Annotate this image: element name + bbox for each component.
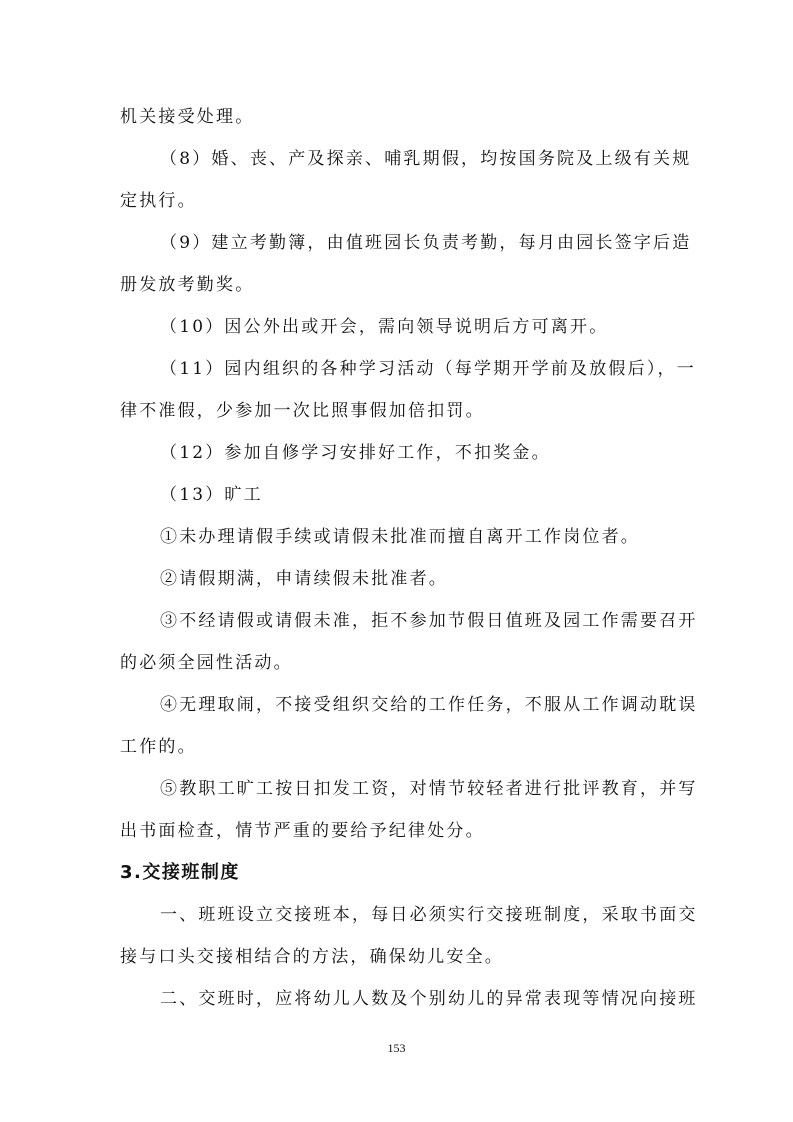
body-line: ②请假期满，申请续假未批准者。 [160, 569, 448, 589]
body-line: 律不准假，少参加一次比照事假加倍扣罚。 [120, 401, 485, 421]
body-line: （13）旷工 [160, 485, 263, 505]
body-line: 二、交班时，应将幼儿人数及个别幼儿的异常表现等情况向接班 [160, 989, 698, 1009]
body-line: （10）因公外出或开会，需向领导说明后方可离开。 [160, 317, 609, 337]
body-line: 册发放考勤奖。 [120, 275, 255, 295]
body-line: （8）婚、丧、产及探亲、哺乳期假，均按国务院及上级有关规 [160, 149, 692, 169]
body-line: 一、班班设立交接班本，每日必须实行交接班制度，采取书面交 [160, 905, 698, 925]
body-line: 工作的。 [120, 737, 197, 757]
body-line: 机关接受处理。 [120, 107, 255, 127]
section-heading: 3.交接班制度 [120, 862, 240, 883]
body-line: ①未办理请假手续或请假未批准而擅自离开工作岗位者。 [160, 527, 640, 547]
body-line: ③不经请假或请假未准，拒不参加节假日值班及园工作需要召开 [160, 611, 698, 631]
body-line: ④无理取闹，不接受组织交给的工作任务，不服从工作调动耽误 [160, 695, 698, 715]
body-line: （9）建立考勤簿，由值班园长负责考勤，每月由园长签字后造 [160, 233, 692, 253]
body-line: 出书面检查，情节严重的要给予纪律处分。 [120, 821, 485, 841]
body-line: 定执行。 [120, 191, 197, 211]
body-line: （11）园内组织的各种学习活动（每学期开学前及放假后），一 [160, 359, 696, 379]
body-line: ⑤教职工旷工按日扣发工资，对情节较轻者进行批评教育，并写 [160, 779, 698, 799]
body-line: 接与口头交接相结合的方法，确保幼儿安全。 [120, 947, 504, 967]
body-line: 的必须全园性活动。 [120, 653, 293, 673]
page-number: 153 [387, 1041, 406, 1055]
body-line: （12）参加自修学习安排好工作，不扣奖金。 [160, 443, 551, 463]
